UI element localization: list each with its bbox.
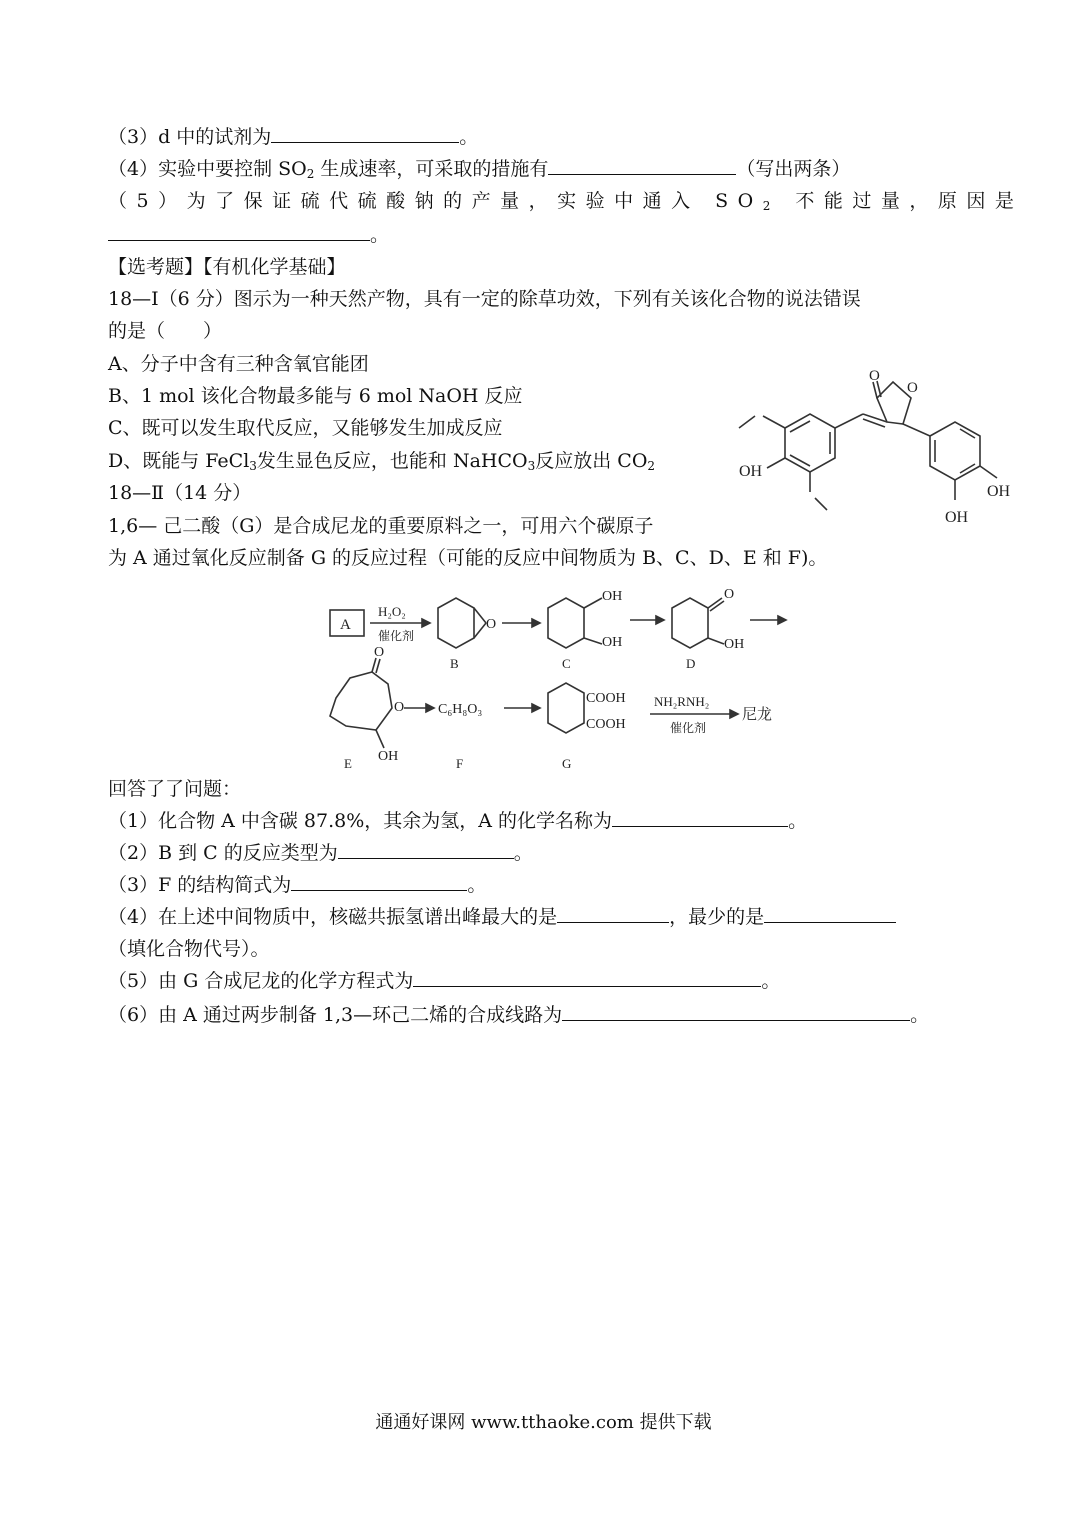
label-c: C xyxy=(562,656,571,671)
epoxide-o-label: O xyxy=(486,617,497,632)
carbonyl-o-label: O xyxy=(869,370,880,384)
sub-question-5: （5）由 G 合成尼龙的化学方程式为 。 xyxy=(108,970,781,992)
option-d: D、既能与 FeCl$_3$发生显色反应，也能和 NaHCO$_3$反应放出 $CO_2$ xyxy=(108,450,656,473)
oh-label-left: OH xyxy=(739,463,763,480)
catalyst-label-1: 催化剂 xyxy=(378,629,415,643)
problem-18-1-stem-2: 的是（ ） xyxy=(108,320,223,342)
label-d: D xyxy=(686,656,696,671)
product-nylon: 尼龙 xyxy=(742,707,773,723)
d-carbonyl-o: O xyxy=(724,587,735,602)
e-carbonyl-o: O xyxy=(374,645,385,660)
e-ring-o: O xyxy=(394,700,405,715)
answer-blank xyxy=(413,968,761,987)
problem-18-1-stem: 18—Ⅰ（6 分）图示为一种天然产物，具有一定的除草功效，下列有关该化合物的说法错误 xyxy=(108,288,861,310)
question-4-line: （4）实验中要控制 $SO_2$ 生成速率，可采取的措施有 （写出两条） xyxy=(108,158,851,181)
answer-blank xyxy=(764,904,896,923)
problem-18-2-header: 18—Ⅱ（14 分） xyxy=(108,482,252,504)
answer-blank xyxy=(612,808,788,827)
option-a: A、分子中含有三种含氧官能团 xyxy=(108,353,369,375)
problem-18-2-intro: 1,6— 己二酸（G）是合成尼龙的重要原料之一，可用六个碳原子 xyxy=(108,515,654,537)
label-b: B xyxy=(450,656,459,671)
sub-question-4-line-2: （填化合物代号）。 xyxy=(108,938,270,960)
ring-o-label: O xyxy=(907,380,918,396)
formula-f: C₆H₈O₃ xyxy=(438,702,483,717)
sub-question-1: （1）化合物 A 中含碳 87.8%，其余为氢，A 的化学名称为 。 xyxy=(108,810,808,832)
d-oh: OH xyxy=(724,637,745,652)
catalyst-label-2: 催化剂 xyxy=(670,721,707,735)
reagent-diamine: NH₂RNH₂ xyxy=(654,694,710,709)
page-footer: 通通好课网 www.tthaoke.com 提供下载 xyxy=(375,1412,712,1433)
answer-blank xyxy=(108,222,370,241)
answer-intro: 回答了了问题： xyxy=(108,778,242,800)
reaction-scheme xyxy=(300,578,800,778)
g-cooh-bottom: COOH xyxy=(586,717,626,732)
sub-question-6: （6）由 A 通过两步制备 1,3—环己二烯的合成线路为 。 xyxy=(108,1004,930,1026)
question-5-line-2: 。 xyxy=(108,222,389,248)
label-f: F xyxy=(456,756,464,771)
c-oh-bottom: OH xyxy=(602,635,623,650)
g-cooh-top: COOH xyxy=(586,691,626,706)
answer-blank xyxy=(271,124,459,143)
label-g: G xyxy=(562,756,572,771)
answer-blank xyxy=(548,156,736,175)
oh-label-bottom: OH xyxy=(945,509,969,526)
question-3-line: （3）d 中的试剂为 。 xyxy=(108,126,479,148)
oh-label-right: OH xyxy=(987,483,1011,500)
e-oh: OH xyxy=(378,749,399,764)
natural-product-structure xyxy=(725,370,1045,530)
sub-question-3: （3）F 的结构简式为 。 xyxy=(108,874,487,896)
answer-blank xyxy=(562,1002,910,1021)
c-oh-top: OH xyxy=(602,589,623,604)
answer-blank xyxy=(338,840,514,859)
problem-18-2-intro-2: 为 A 通过氧化反应制备 G 的反应过程（可能的反应中间物质为 B、C、D、E 和 F)。 xyxy=(108,547,828,569)
answer-blank xyxy=(557,904,669,923)
option-c: C、既可以发生取代反应，又能够发生加成反应 xyxy=(108,417,503,439)
option-b: B、1 mol 该化合物最多能与 6 mol NaOH 反应 xyxy=(108,385,523,407)
box-a-label: A xyxy=(340,617,351,633)
section-header: 【选考题】【有机化学基础】 xyxy=(108,256,346,278)
sub-question-4: （4）在上述中间物质中，核磁共振氢谱出峰最大的是 ，最少的是 xyxy=(108,904,896,930)
question-5-line: （5）为了保证硫代硫酸钠的产量，实验中通入 $SO_2$ 不能过量，原因是 xyxy=(108,190,1024,213)
answer-blank xyxy=(291,872,467,891)
sub-question-2: （2）B 到 C 的反应类型为 。 xyxy=(108,842,533,864)
reagent-h2o2: H₂O₂ xyxy=(378,604,406,619)
label-e: E xyxy=(344,756,352,771)
